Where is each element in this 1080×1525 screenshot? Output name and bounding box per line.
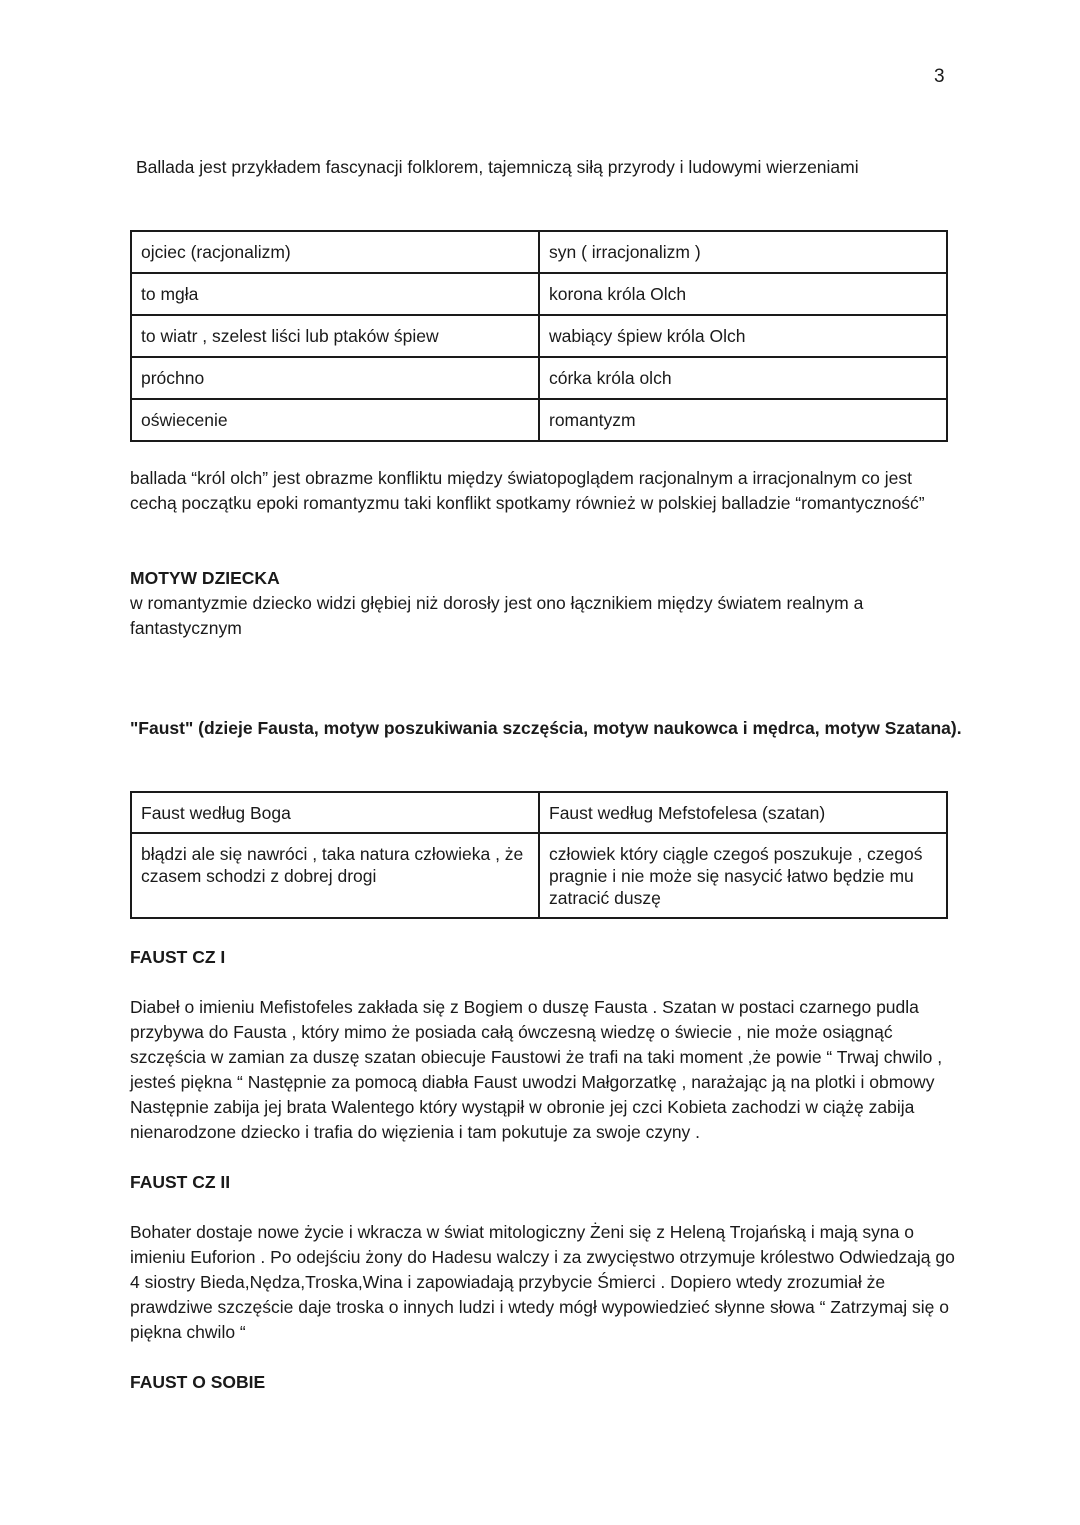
table-cell: wabiący śpiew króla Olch <box>539 315 947 357</box>
table-row <box>131 231 947 273</box>
faust-cz2-text: Bohater dostaje nowe życie i wkracza w świat mitologiczny Żeni się z Heleną Trojańską i mają syna o imieniu Euforion . Po odejściu żony do Hadesu walczy i za zwycięstwo otrzymuje królestwo Odwiedzają go 4 siostry Bieda,Nędza,Troska,Wina i zapowiadają przybycie Śmierci . Dopiero wtedy zrozumiał że prawdziwe szczęście daje troska o innych ludzi i wtedy mógł wypowiedzieć słynne słowa “ Zatrzymaj się o piękna chwilo “ <box>130 1222 955 1342</box>
table-cell: syn ( irracjonalizm ) <box>539 231 947 273</box>
faust-o-sobie-heading: FAUST O SOBIE <box>130 1372 266 1392</box>
table-cell: romantyzm <box>539 399 947 441</box>
table-row <box>131 315 947 357</box>
table-row <box>131 833 947 918</box>
table-cell: człowiek który ciągle czegoś poszukuje , czegoś pragnie i nie może się nasycić łatwo będzie mu zatracić duszę <box>539 833 947 918</box>
table-row <box>131 273 947 315</box>
table-row <box>131 792 947 833</box>
table-cell: próchno <box>131 357 539 399</box>
table-cell: córka króla olch <box>539 357 947 399</box>
faust-title: "Faust" (dzieje Fausta, motyw poszukiwania szczęścia, motyw naukowca i mędrca, motyw Szatana). <box>130 718 962 738</box>
faust-cz2-heading: FAUST CZ II <box>130 1172 231 1192</box>
table-cell: błądzi ale się nawróci , taka natura człowieka , że czasem schodzi z dobrej drogi <box>131 833 539 918</box>
ballada-paragraph: ballada “król olch” jest obrazme konfliktu między światopoglądem racjonalnym a irracjonalnym co jest cechą początku epoki romantyzmu taki konflikt spotkamy również w polskiej balladzie “romantyczność” <box>130 468 925 513</box>
table-cell: to mgła <box>131 273 539 315</box>
table-row <box>131 357 947 399</box>
faust-cz1-text: Diabeł o imieniu Mefistofeles zakłada się z Bogiem o duszę Fausta . Szatan w postaci czarnego pudla przybywa do Fausta , który mimo że posiada całą ówczesną wiedzę o świecie , nie może osiągnąć szczęścia w zamian za duszę szatan obiecuje Faustowi że trafi na taki moment ,że powie “ Trwaj chwilo , jesteś piękna “ Następnie za pomocą diabła Faust uwodzi Małgorzatkę , narażając ją na plotki i obmowy Następnie zabija jej brata Walentego który wystąpił w obronie jej czci Kobieta zachodzi w ciążę zabija nienarodzone dziecko i trafia do więzienia i tam pokutuje za swoje czyny . <box>130 997 943 1142</box>
motyw-dziecka-text: w romantyzmie dziecko widzi głębiej niż dorosły jest ono łącznikiem między światem realnym a fantastycznym <box>130 593 864 638</box>
table-cell: Faust według Mefstofelesa (szatan) <box>539 792 947 833</box>
comparison-table-father-son <box>130 230 948 442</box>
table-row <box>131 399 947 441</box>
faust-cz1-heading: FAUST CZ I <box>130 947 226 967</box>
comparison-table-faust <box>130 791 948 919</box>
page-number: 3 <box>934 66 945 87</box>
table-cell: korona króla Olch <box>539 273 947 315</box>
table-cell: Faust według Boga <box>131 792 539 833</box>
table-cell: ojciec (racjonalizm) <box>131 231 539 273</box>
table-cell: to wiatr , szelest liści lub ptaków śpiew <box>131 315 539 357</box>
intro-text: Ballada jest przykładem fascynacji folklorem, tajemniczą siłą przyrody i ludowymi wierzeniami <box>136 157 859 177</box>
table-cell: oświecenie <box>131 399 539 441</box>
motyw-dziecka-heading: MOTYW DZIECKA <box>130 568 280 588</box>
